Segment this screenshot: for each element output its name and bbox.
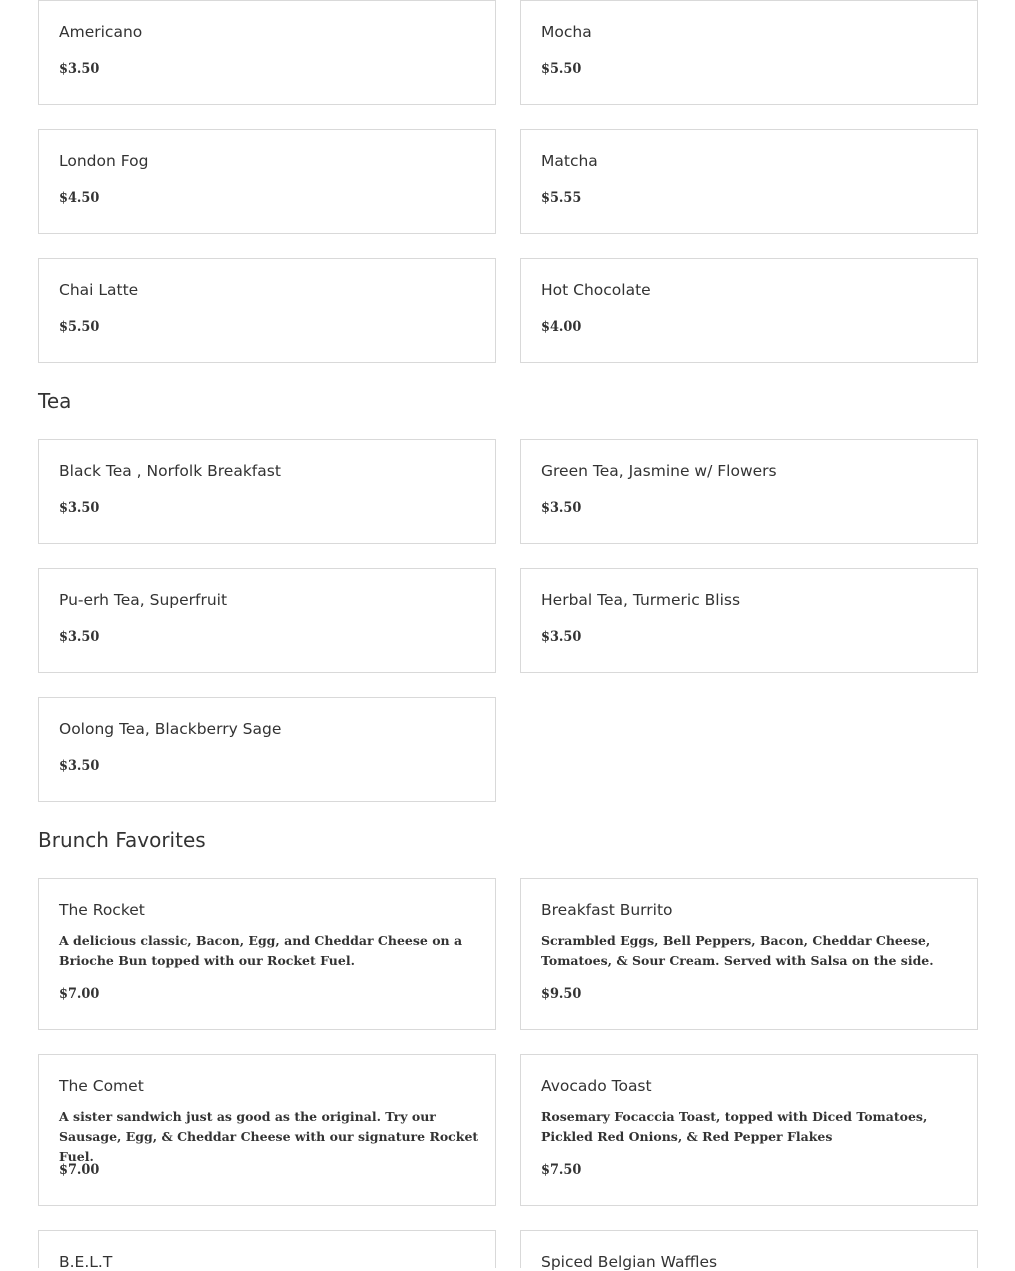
item-price: $3.50: [59, 500, 100, 516]
item-price: $3.50: [541, 500, 582, 516]
section-title-tea: Tea: [38, 389, 72, 413]
item-name: Herbal Tea, Turmeric Bliss: [541, 591, 741, 609]
item-price: $5.50: [541, 61, 582, 77]
item-price: $7.00: [59, 1162, 100, 1178]
item-name: Oolong Tea, Blackberry Sage: [59, 720, 282, 738]
menu-item-card[interactable]: [38, 0, 496, 105]
menu-item-card[interactable]: [520, 258, 978, 363]
item-price: $3.50: [59, 629, 100, 645]
item-description: Rosemary Focaccia Toast, topped with Diced Tomatoes, Pickled Red Onions, & Red Pepper Flakes: [541, 1109, 928, 1144]
menu-item-card[interactable]: [38, 568, 496, 673]
item-price: $4.50: [59, 190, 100, 206]
menu-item-card[interactable]: [38, 1054, 496, 1206]
section-title-brunch: Brunch Favorites: [38, 828, 206, 852]
item-description: A delicious classic, Bacon, Egg, and Cheddar Cheese on a Brioche Bun topped with our Rocket Fuel.: [59, 933, 463, 968]
item-price: $5.55: [541, 190, 582, 206]
item-description: A sister sandwich just as good as the original. Try our Sausage, Egg, & Cheddar Cheese with our signature Rocket Fuel.: [59, 1109, 479, 1164]
item-description: Scrambled Eggs, Bell Peppers, Bacon, Cheddar Cheese, Tomatoes, & Sour Cream. Served with Salsa on the side.: [541, 933, 934, 968]
item-price: $9.50: [541, 986, 582, 1002]
menu-item-card[interactable]: [38, 697, 496, 802]
menu-item-card[interactable]: [38, 878, 496, 1030]
menu-item-card[interactable]: [520, 129, 978, 234]
menu-item-card[interactable]: [520, 878, 978, 1030]
item-name: Spiced Belgian Waffles: [541, 1253, 718, 1271]
item-price: $3.50: [541, 629, 582, 645]
item-name: Matcha: [541, 152, 598, 170]
menu-item-card[interactable]: [520, 439, 978, 544]
menu-item-card[interactable]: [520, 1054, 978, 1206]
item-name: Green Tea, Jasmine w/ Flowers: [541, 462, 777, 480]
item-name: Hot Chocolate: [541, 281, 651, 299]
menu-item-card[interactable]: [38, 258, 496, 363]
menu-item-card[interactable]: [520, 568, 978, 673]
item-price: $3.50: [59, 61, 100, 77]
item-price: $3.50: [59, 758, 100, 774]
menu-item-card[interactable]: [38, 129, 496, 234]
item-name: Breakfast Burrito: [541, 901, 673, 919]
item-price: $7.50: [541, 1162, 582, 1178]
item-name: Avocado Toast: [541, 1077, 652, 1095]
menu-item-card[interactable]: [38, 1230, 496, 1271]
item-name: Chai Latte: [59, 281, 139, 299]
item-name: Mocha: [541, 23, 592, 41]
item-name: B.E.L.T: [59, 1253, 113, 1271]
menu-item-card[interactable]: [520, 0, 978, 105]
item-name: The Comet: [59, 1077, 144, 1095]
item-name: Americano: [59, 23, 143, 41]
item-price: $4.00: [541, 319, 582, 335]
item-name: Black Tea , Norfolk Breakfast: [59, 462, 281, 480]
item-price: $7.00: [59, 986, 100, 1002]
item-name: The Rocket: [59, 901, 145, 919]
menu-item-card[interactable]: [520, 1230, 978, 1271]
item-name: Pu-erh Tea, Superfruit: [59, 591, 228, 609]
menu-item-card[interactable]: [38, 439, 496, 544]
item-price: $5.50: [59, 319, 100, 335]
item-name: London Fog: [59, 152, 149, 170]
